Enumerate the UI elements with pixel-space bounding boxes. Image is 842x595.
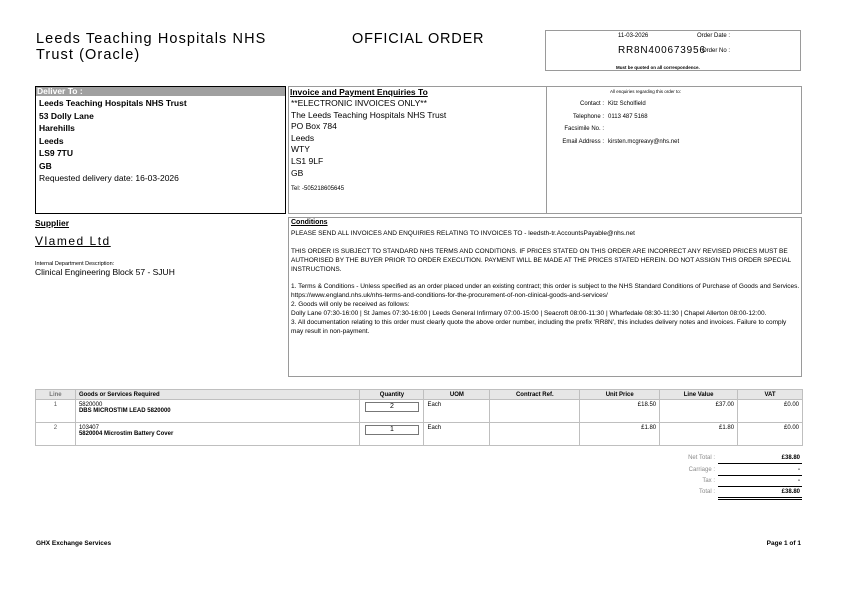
conditions-url: https://www.england.nhs.uk/nhs-terms-and-conditions-for-the-procurement-of-non-clinical-goods-and-services/: [291, 292, 608, 300]
fax-label: Facsimile No. :: [564, 126, 604, 132]
col-contract-ref: Contract Ref.: [490, 390, 580, 400]
invoice-line: PO Box 784: [291, 121, 337, 132]
line-number: 2: [36, 423, 76, 446]
deliver-line: 53 Dolly Lane: [39, 110, 94, 121]
deliver-line: Harehills: [39, 123, 75, 133]
telephone-value: 0113 487 5168: [608, 114, 648, 120]
deliver-to-address: [39, 97, 187, 185]
item-description: DBS MICROSTIM LEAD 5820000: [78, 408, 171, 414]
col-goods: Goods or Services Required: [75, 390, 360, 400]
invoice-line: The Leeds Teaching Hospitals NHS Trust: [291, 109, 447, 120]
conditions-item-1: 1. Terms & Conditions - Unless specified as an order placed under an existing contract; this order is subject to the NHS Standard Conditions of Purchase of Goods and Services.: [291, 283, 800, 291]
line-number: 1: [36, 400, 76, 423]
conditions-item-2: 2. Goods will only be received as follows:: [291, 301, 410, 309]
footer-provider: GHX Exchange Services: [36, 540, 112, 547]
col-unit-price: Unit Price: [580, 390, 660, 400]
uom-cell: Each: [424, 423, 490, 446]
email-value: kirsten.mcgreavy@nhs.net: [608, 139, 680, 145]
table-row: [36, 400, 803, 423]
divider: [718, 497, 802, 498]
conditions-delivery-hours: Dolly Lane 07:30-16:00 | St James 07:30-16:00 | Leeds General Infirmary 07:00-15:00 | Seacroft 08:00-11:30 | Wharfedale 08:30-11:30 | Chapel Allerton 08:00-12:00.: [291, 310, 767, 318]
unit-price-cell: £1.80: [580, 423, 660, 446]
divider: [718, 463, 802, 464]
contact-label: Contact :: [579, 101, 604, 107]
order-date-label: Order Date :: [696, 33, 730, 39]
col-quantity: Quantity: [360, 390, 424, 400]
divider: [718, 486, 802, 487]
quantity-cell: [360, 400, 424, 423]
total-label: Total :: [698, 489, 715, 495]
divider: [718, 475, 802, 476]
organisation-name-line1: Leeds Teaching Hospitals NHS: [36, 31, 267, 47]
deliver-to-heading: Deliver To :: [36, 87, 285, 96]
supplier-name: Vlamed Ltd: [35, 234, 111, 248]
line-value-cell: £1.80: [660, 423, 738, 446]
invoice-line: Leeds: [291, 132, 315, 143]
table-header-row: [36, 390, 803, 400]
total-value: £38.80: [781, 489, 800, 495]
order-items-table: [35, 389, 803, 446]
conditions-item-3: 3. All documentation relating to this order must clearly quote the above order number, including the prefix 'RR8N', this includes delivery notes and invoices. Failure to comply may result in non-payment.: [291, 319, 787, 335]
carriage-label: Carriage :: [688, 467, 715, 473]
order-no-note: Must be quoted on all correspondence.: [616, 65, 700, 70]
organisation-name-line2: Trust (Oracle): [36, 47, 141, 63]
conditions-terms-note: THIS ORDER IS SUBJECT TO STANDARD NHS TERMS AND CONDITIONS. IF PRICES STATED ON THIS ORDER ARE INCORRECT ANY REVISED PRICES MUST BE AUTHORISED BY THE BUYER PRIOR TO ORDER EXECUTION. PAYMENT WILL BE MADE AT THE PRICES STATED HEREIN. DO NOT ASSIGN THIS ORDER SPECIAL INSTRUCTIONS.: [291, 247, 791, 273]
col-uom: UOM: [424, 390, 490, 400]
vat-cell: £0.00: [738, 400, 803, 423]
invoice-address: [291, 98, 446, 179]
organisation-name: [36, 31, 266, 63]
uom-cell: Each: [424, 400, 490, 423]
vat-cell: £0.00: [738, 423, 803, 446]
invoice-line: GB: [291, 167, 304, 178]
quantity-value: 1: [365, 425, 419, 435]
deliver-line: GB: [39, 160, 52, 171]
quantity-value: 2: [365, 402, 419, 412]
order-date-value: 11-03-2026: [618, 33, 649, 39]
invoice-line: WTY: [291, 144, 310, 155]
deliver-line: Leeds Teaching Hospitals NHS Trust: [39, 98, 187, 108]
order-no-label: Order No :: [701, 48, 730, 54]
requested-delivery-date: Requested delivery date: 16-03-2026: [39, 173, 179, 183]
invoice-telephone: Tel: -505218605645: [291, 186, 345, 192]
contract-cell: [490, 400, 580, 423]
order-no-value: RR8N400673956: [618, 45, 706, 56]
supplier-heading: Supplier: [35, 218, 70, 228]
invoice-heading: Invoice and Payment Enquiries To: [290, 87, 428, 97]
deliver-line: Leeds: [39, 135, 64, 146]
conditions-invoice-note: PLEASE SEND ALL INVOICES AND ENQUIRIES RELATING TO INVOICES TO - leedsth-tr.AccountsPayable@nhs.net: [291, 230, 635, 237]
col-line-value: Line Value: [660, 390, 738, 400]
tax-value: -: [798, 478, 800, 484]
invoice-line: LS1 9LF: [291, 155, 324, 166]
department-value: Clinical Engineering Block 57 - SJUH: [35, 267, 175, 277]
col-line: Line: [36, 390, 76, 400]
enquiries-caption: All enquiries regarding this order to:: [610, 89, 682, 94]
contact-value: Kitz Scholfield: [608, 101, 646, 107]
department-label: Internal Department Description:: [35, 261, 115, 267]
goods-cell: [75, 400, 360, 423]
divider: [718, 499, 802, 500]
item-code: 103407: [78, 425, 99, 431]
invoice-line: **ELECTRONIC INVOICES ONLY**: [291, 98, 427, 108]
conditions-text: [291, 230, 800, 337]
conditions-heading: Conditions: [291, 219, 328, 226]
net-total-label: Net Total :: [688, 455, 715, 461]
deliver-line: LS9 7TU: [39, 148, 74, 158]
table-row: [36, 423, 803, 446]
document-title: OFFICIAL ORDER: [352, 31, 485, 47]
quantity-cell: [360, 423, 424, 446]
goods-cell: [75, 423, 360, 446]
item-description: 5820004 Microstim Battery Cover: [78, 431, 174, 437]
line-value-cell: £37.00: [660, 400, 738, 423]
telephone-label: Telephone :: [572, 114, 604, 120]
order-details-box: [545, 30, 801, 71]
email-label: Email Address :: [562, 139, 604, 145]
net-total-value: £38.80: [781, 455, 800, 461]
tax-label: Tax :: [702, 478, 715, 484]
page-number: Page 1 of 1: [766, 540, 801, 547]
carriage-value: -: [798, 467, 800, 473]
unit-price-cell: £18.50: [580, 400, 660, 423]
col-vat: VAT: [738, 390, 803, 400]
contract-cell: [490, 423, 580, 446]
item-code: 5820000: [78, 402, 103, 408]
